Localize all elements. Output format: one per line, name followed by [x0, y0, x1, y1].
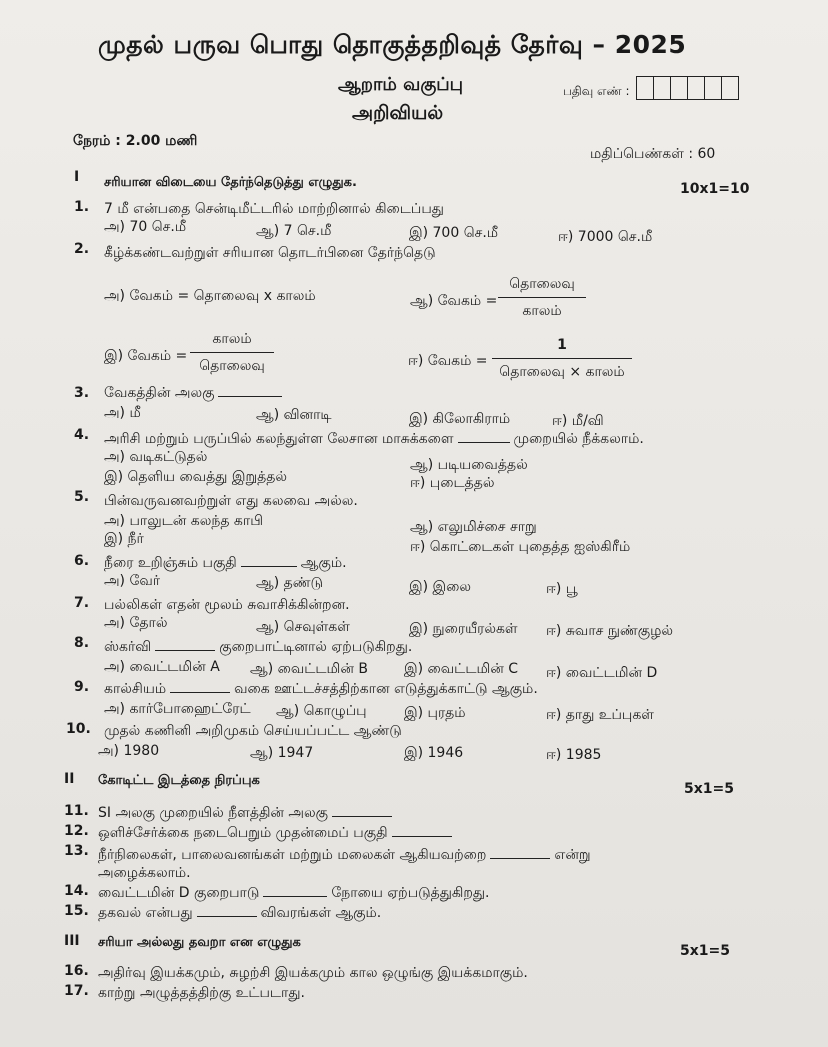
option-d: ஈ) தாது உப்புகள்: [546, 707, 654, 723]
question-text: காற்று அழுத்தத்திற்கு உட்படாது.: [98, 985, 305, 1001]
option-c: இ) நுரையீரல்கள்: [409, 621, 518, 637]
question-number: 11.: [64, 803, 89, 819]
question-text: அரிசி மற்றும் பருப்பில் கலந்துள்ள லேசான மாசுக்களை முறையில் நீக்கலாம்.: [104, 431, 644, 447]
section-score: 5x1=5: [684, 781, 734, 797]
question-number: 6.: [74, 553, 90, 569]
answer-blank[interactable]: [490, 846, 550, 859]
class-label: ஆறாம் வகுப்பு: [338, 74, 464, 95]
fraction-bar: [492, 358, 632, 359]
section-score: 5x1=5: [680, 943, 730, 959]
question-text: நீர்நிலைகள், பாலைவனங்கள் மற்றும் மலைகள் ஆகியவற்றை என்று: [98, 847, 591, 863]
fraction-numerator: தொலைவு: [509, 276, 575, 292]
question-number: 3.: [74, 385, 90, 401]
option-a: அ) மீ: [104, 405, 141, 421]
option-d: ஈ) கொட்டைகள் புதைத்த ஐஸ்கிரீம்: [410, 539, 631, 555]
option-b: ஆ) கொழுப்பு: [276, 703, 367, 719]
question-text: SI அலகு முறையில் நீளத்தின் அலகு: [98, 804, 396, 822]
question-number: 14.: [64, 883, 89, 899]
question-text-continued: அழைக்கலாம்.: [98, 865, 191, 881]
question-number: 1.: [74, 199, 90, 215]
option-d: ஈ) பூ: [546, 581, 578, 597]
option-c: இ) தெளிய வைத்து இறுத்தல்: [104, 469, 288, 485]
option-b: ஆ) வினாடி: [256, 407, 332, 423]
option-c: இ) இலை: [409, 579, 472, 595]
answer-blank[interactable]: [218, 384, 282, 397]
question-text: தகவல் என்பது விவரங்கள் ஆகும்.: [98, 905, 382, 921]
question-number: 8.: [74, 635, 90, 651]
option-c: இ) நீர்: [104, 531, 144, 547]
option-b: ஆ) தண்டு: [256, 575, 324, 591]
exam-time: நேரம் : 2.00 மணி: [73, 133, 198, 149]
section-title: சரியா அல்லது தவறா என எழுதுக: [98, 935, 301, 950]
fraction-d: [492, 336, 632, 381]
question-text: நீரை உறிஞ்சும் பகுதி ஆகும்.: [104, 555, 347, 571]
question-text: பல்லிகள் எதன் மூலம் சுவாசிக்கின்றன.: [104, 597, 350, 613]
answer-blank[interactable]: [241, 554, 297, 567]
option-b: ஆ) 7 செ.மீ: [256, 223, 332, 239]
option-d: ஈ) சுவாச நுண்குழல்: [546, 623, 673, 639]
reg-digit-box[interactable]: [688, 77, 705, 99]
option-b: ஆ) 1947: [250, 745, 314, 761]
option-d: ஈ) புடைத்தல்: [410, 475, 495, 491]
option-c-label: இ) வேகம் =: [104, 348, 188, 364]
option-d: ஈ) 1985: [546, 747, 602, 763]
reg-digit-box[interactable]: [671, 77, 688, 99]
option-b: ஆ) செவுள்கள்: [256, 619, 350, 635]
section-title: சரியான விடையை தேர்ந்தெடுத்து எழுதுக.: [104, 175, 357, 190]
option-a: அ) வைட்டமின் A: [104, 659, 220, 675]
question-text: 7 மீ என்பதை சென்டிமீட்டரில் மாற்றினால் கிடைப்பது: [104, 201, 444, 217]
reg-digit-box[interactable]: [637, 77, 654, 99]
option-a: அ) வேகம் = தொலைவு x காலம்: [104, 288, 316, 304]
option-c: இ) புரதம்: [404, 705, 466, 721]
section-title: கோடிட்ட இடத்தை நிரப்புக: [98, 773, 260, 788]
question-text: பின்வருவனவற்றுள் எது கலவை அல்ல.: [104, 493, 358, 509]
reg-digit-box[interactable]: [722, 77, 738, 99]
question-text: வேகத்தின் அலகு: [104, 384, 286, 402]
fraction-bar: [190, 352, 274, 353]
answer-blank[interactable]: [170, 680, 230, 693]
question-number: 9.: [74, 679, 90, 695]
question-text: ஸ்கர்வி குறைபாட்டினால் ஏற்படுகிறது.: [104, 639, 413, 655]
question-number: 10.: [66, 721, 91, 737]
question-number: 5.: [74, 489, 90, 505]
option-b-label: ஆ) வேகம் =: [410, 293, 498, 309]
question-number: 13.: [64, 843, 89, 859]
reg-number-label: பதிவு எண் :: [563, 84, 630, 98]
question-text: ஒளிச்சேர்க்கை நடைபெறும் முதன்மைப் பகுதி: [98, 824, 456, 842]
question-text: முதல் கணினி அறிமுகம் செய்யப்பட்ட ஆண்டு: [104, 723, 402, 739]
option-c: இ) வைட்டமின் C: [404, 661, 519, 677]
reg-digit-box[interactable]: [654, 77, 671, 99]
option-c: இ) 1946: [404, 745, 464, 761]
answer-blank[interactable]: [155, 638, 215, 651]
fraction-denominator: தொலைவு × காலம்: [499, 364, 625, 380]
question-text: கால்சியம் வகை ஊட்டச்சத்திற்கான எடுத்துக்காட்டு ஆகும்.: [104, 681, 538, 697]
option-b: ஆ) வைட்டமின் B: [250, 661, 368, 677]
option-d: ஈ) வைட்டமின் D: [546, 665, 658, 681]
answer-blank[interactable]: [392, 824, 452, 837]
total-marks: மதிப்பெண்கள் : 60: [590, 146, 716, 162]
question-number: 7.: [74, 595, 90, 611]
answer-blank[interactable]: [263, 884, 327, 897]
option-a: அ) வடிகட்டுதல்: [104, 449, 208, 465]
reg-digit-box[interactable]: [705, 77, 722, 99]
question-number: 16.: [64, 963, 89, 979]
fraction-numerator: காலம்: [212, 331, 252, 347]
option-d: ஈ) 7000 செ.மீ: [558, 229, 653, 245]
question-text: வைட்டமின் D குறைபாடு நோயை ஏற்படுத்துகிறது.: [98, 885, 490, 901]
reg-number-boxes[interactable]: [636, 76, 739, 100]
fraction-denominator: தொலைவு: [199, 358, 265, 374]
option-c: இ) 700 செ.மீ: [409, 225, 499, 241]
subject-title: அறிவியல்: [352, 102, 444, 124]
option-a: அ) பாலுடன் கலந்த காபி: [104, 513, 263, 529]
option-a: அ) வேர்: [104, 573, 161, 589]
option-a: அ) கார்போஹைட்ரேட்: [104, 701, 251, 717]
option-d-label: ஈ) வேகம் =: [408, 353, 488, 369]
fraction-numerator: 1: [557, 337, 567, 353]
section-number: III: [64, 933, 80, 949]
fraction-c: [190, 330, 274, 375]
option-c: இ) கிலோகிராம்: [409, 411, 511, 427]
answer-blank[interactable]: [458, 430, 510, 443]
question-number: 15.: [64, 903, 89, 919]
option-a: அ) 1980: [98, 743, 160, 759]
question-number: 4.: [74, 427, 90, 443]
section-number: II: [64, 771, 75, 787]
option-b: ஆ) எலுமிச்சை சாறு: [410, 519, 537, 535]
fraction-bar: [498, 297, 586, 298]
section-score: 10x1=10: [680, 181, 750, 197]
fraction-denominator: காலம்: [522, 303, 562, 319]
answer-blank[interactable]: [197, 904, 257, 917]
answer-blank[interactable]: [332, 804, 392, 817]
question-number: 2.: [74, 241, 90, 257]
option-d: ஈ) மீ/வி: [552, 413, 604, 429]
question-number: 12.: [64, 823, 89, 839]
fraction-b: [498, 275, 586, 320]
question-number: 17.: [64, 983, 89, 999]
question-text: அதிர்வு இயக்கமும், சுழற்சி இயக்கமும் கால ஒழுங்கு இயக்கமாகும்.: [98, 965, 528, 981]
section-number: I: [74, 169, 80, 185]
exam-title: முதல் பருவ பொது தொகுத்தறிவுத் தேர்வு – 2025: [98, 30, 687, 59]
question-text: கீழ்க்கண்டவற்றுள் சரியான தொடர்பினை தேர்ந்தெடு: [104, 245, 436, 261]
option-b: ஆ) படியவைத்தல்: [410, 457, 528, 473]
option-a: அ) 70 செ.மீ: [104, 219, 187, 235]
option-a: அ) தோல்: [104, 615, 168, 631]
